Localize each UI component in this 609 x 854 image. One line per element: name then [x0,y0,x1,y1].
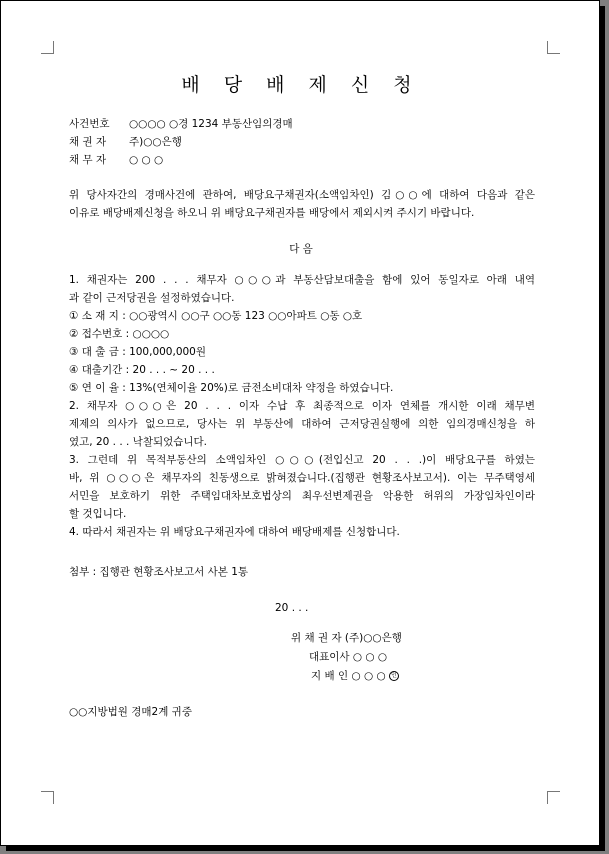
signature-representative: 대표이사 ○ ○ ○ [309,651,388,663]
case-number-value: ○○○○ ○경 1234 부동산임의경매 [129,118,293,130]
body-line: 3. 그런데 위 목적부동산의 소액임차인 ○○○(전입신고 20 . . .)이 배당요구를 하였는 [69,454,535,466]
section-heading: 다 음 [289,243,313,255]
signature-manager-label: 지 배 인 ○ ○ ○ [311,670,386,682]
attachment-note: 첨부 : 집행관 현황조사보고서 사본 1통 [69,566,249,578]
body-line: 과 같이 근저당권을 설정하였습니다. [69,292,235,304]
page-shadow-right [600,6,605,851]
body-line: 1. 채권자는 200 . . . 채무자 ○○○과 부동산담보대출을 함에 있어 동일자로 아래 내역 [69,274,535,286]
creditor-value: 주)○○은행 [129,136,182,148]
signature-creditor: 위 채 권 자 (주)○○은행 [291,632,402,644]
page-shadow-bottom [6,846,605,851]
crop-mark-bottom-left [41,791,54,804]
creditor-label: 채 권 자 [69,136,107,148]
crop-mark-top-left [41,41,54,54]
body-line: 4. 따라서 채권자는 위 배당요구채권자에 대하여 배당배제를 신청합니다. [69,526,400,538]
debtor-value: ○ ○ ○ [129,154,164,166]
body-line: 였고, 20 . . . 낙찰되었습니다. [69,436,208,448]
body-line: ④ 대출기간 : 20 . . . ~ 20 . . . [69,364,215,376]
crop-mark-top-right [547,41,560,54]
seal-stamp-icon: 인 [389,671,399,681]
body-line: ① 소 재 지 : ○○광역시 ○○구 ○○동 123 ○○아파트 ○동 ○호 [69,310,363,322]
intro-line: 이유로 배당배제신청을 하오니 위 배당요구채권자를 배당에서 제외시켜 주시기 바랍니다. [69,207,475,219]
body-line: 서민을 보호하기 위한 주택임대차보호법상의 최우선변제권을 악용한 허위의 가장임차인이라 [69,490,535,502]
body-line: 바, 위 ○○○은 채무자의 친동생으로 밝혀졌습니다.(집행관 현황조사보고서). 이는 무주택영세 [69,472,535,484]
document-title: 배 당 배 제 신 청 [181,74,421,96]
body-line: ⑤ 연 이 율 : 13%(연체이율 20%)로 금전소비대차 약정을 하였습니다. [69,382,394,394]
body-line: 제제의 의사가 없으므로, 당사는 위 부동산에 대하여 근저당권실행에 의한 임의경매신청을 하 [69,418,535,430]
body-line: 2. 채무자 ○○○은 20 . . . 이자 수납 후 최종적으로 이자 연체를 개시한 이래 채무변 [69,400,535,412]
body-line: ③ 대 출 금 : 100,000,000원 [69,346,207,358]
court-addressee: ○○지방법원 경매2계 귀중 [69,706,192,718]
crop-mark-bottom-right [547,791,560,804]
debtor-label: 채 무 자 [69,154,107,166]
body-line: ② 접수번호 : ○○○○ [69,328,170,340]
intro-line: 위 당사자간의 경매사건에 관하여, 배당요구채권자(소액임차인) 김○○에 대하여 다음과 같은 [69,189,535,201]
case-number-label: 사건번호 [69,118,110,130]
filing-date: 20 . . . [275,602,309,614]
body-line: 할 것입니다. [69,508,127,520]
signature-manager [311,669,399,683]
